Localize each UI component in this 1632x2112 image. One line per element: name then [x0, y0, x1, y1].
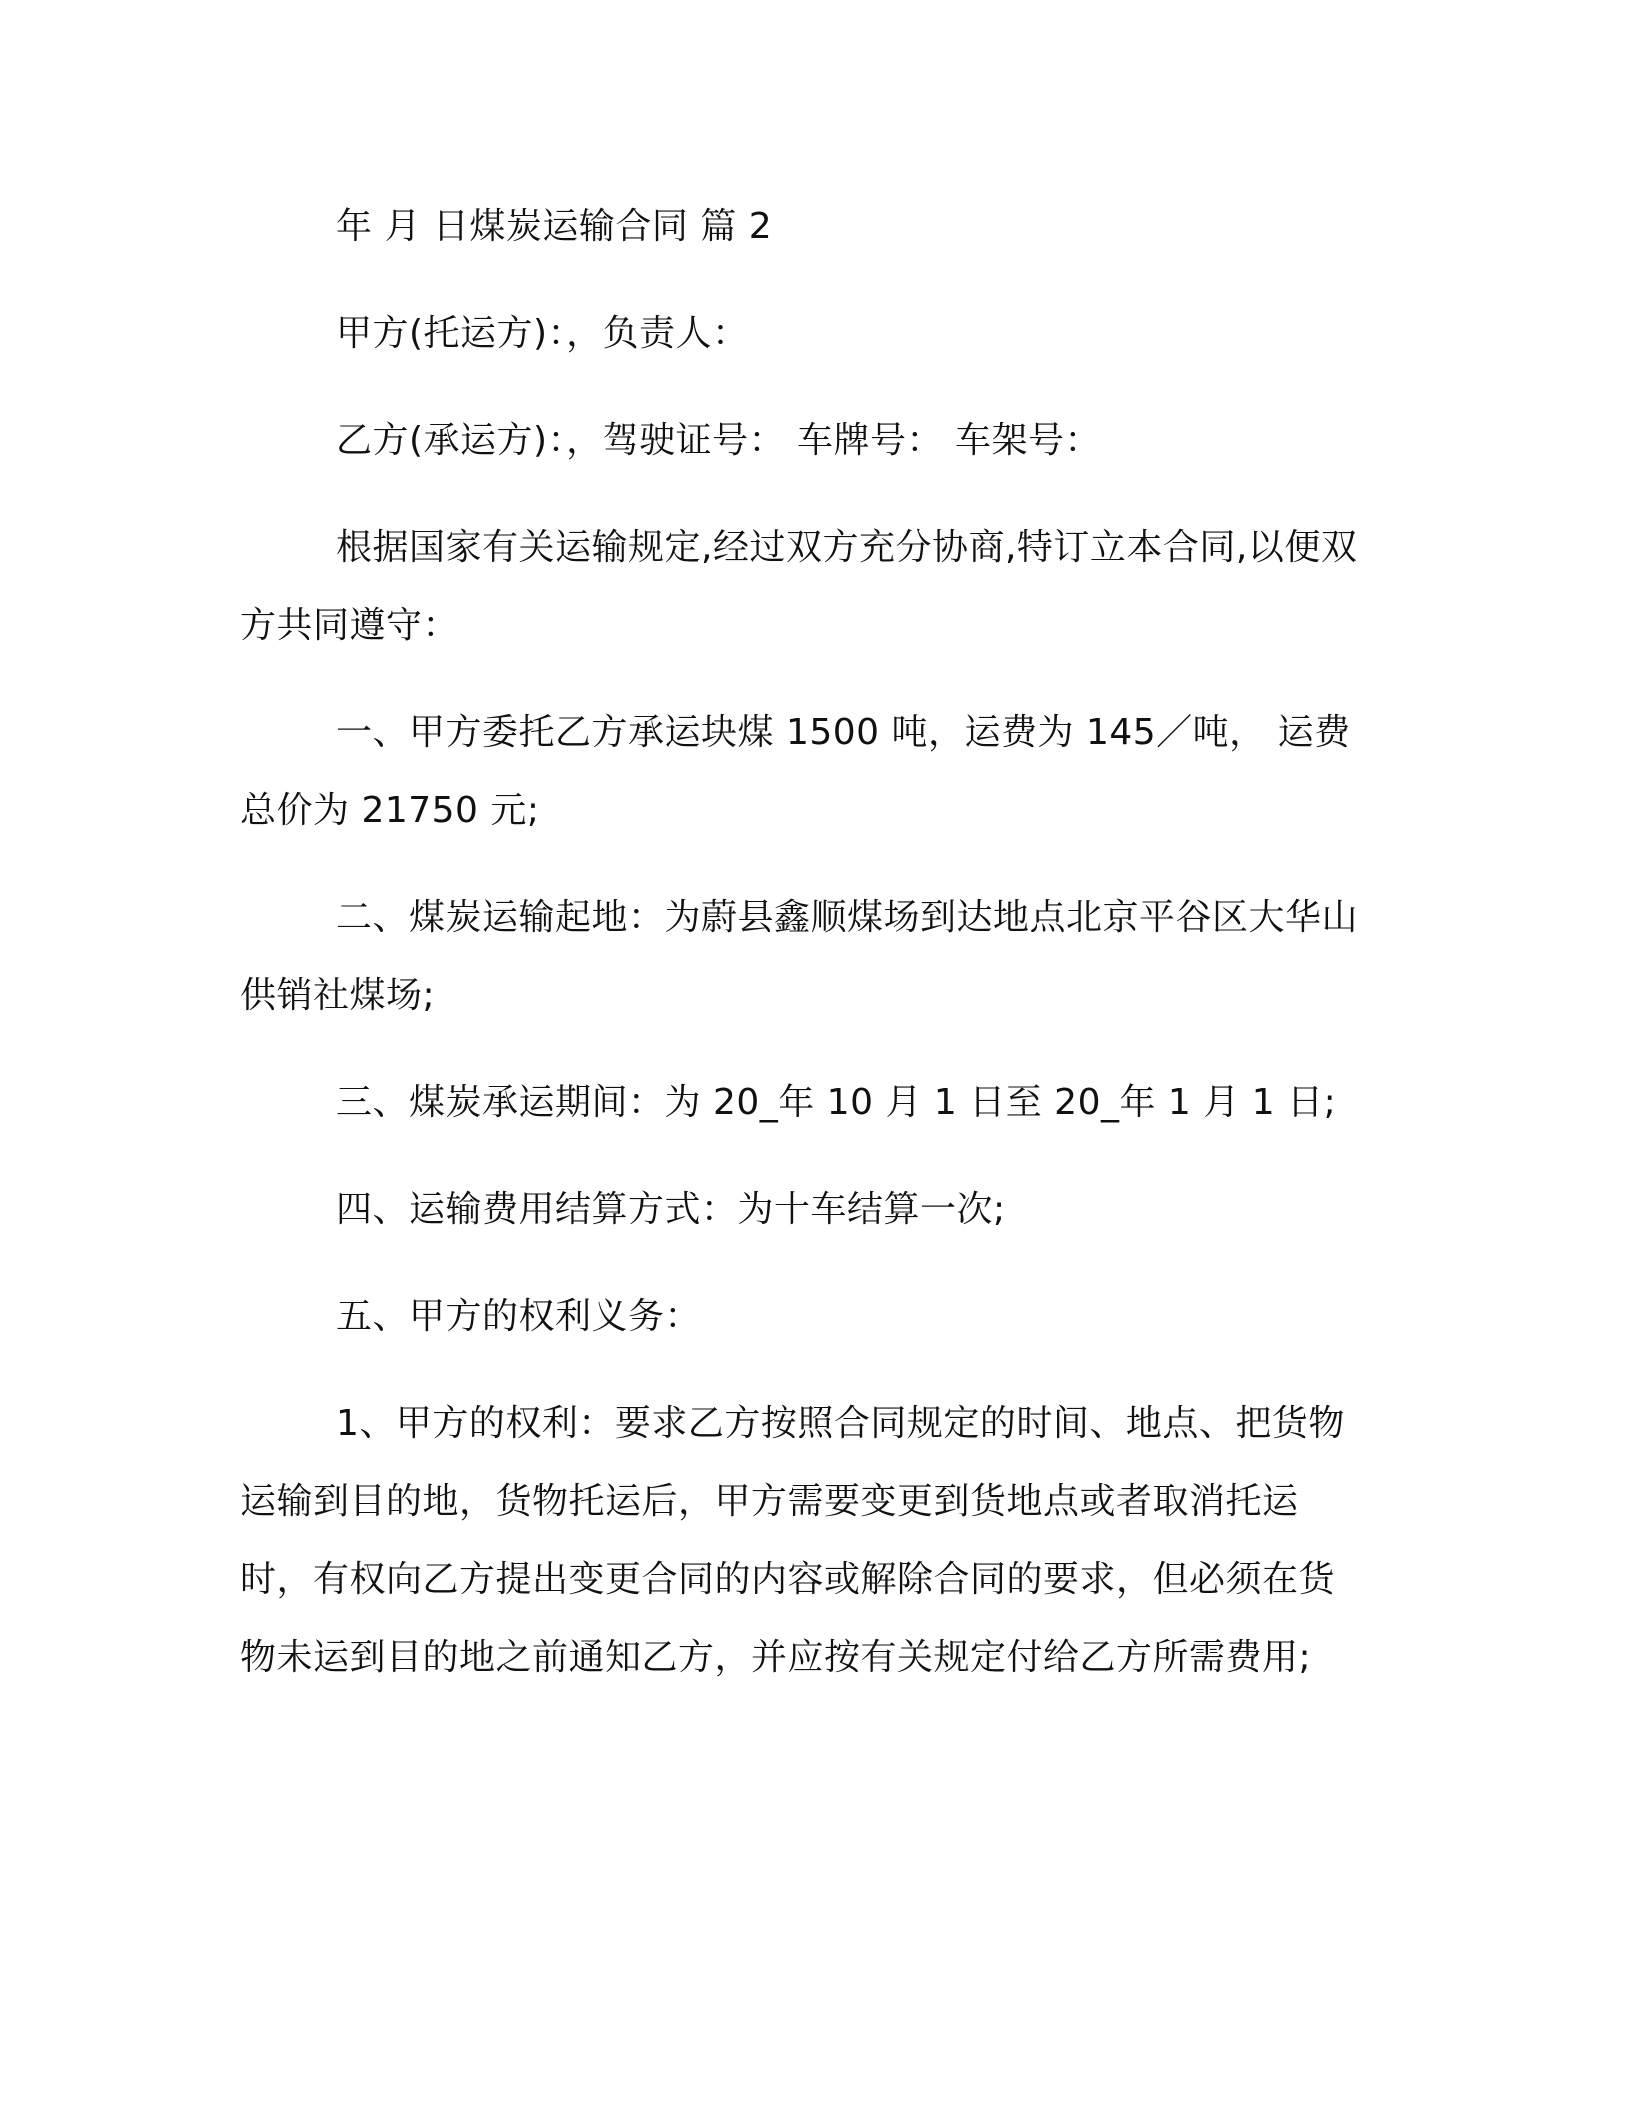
- party-a-line: 甲方(托运方)：，负责人：: [336, 313, 749, 354]
- clause-5-1-paragraph: 1、甲方的权利：要求乙方按照合同规定的时间、地点、把货物运输到目的地，货物托运后，甲方需要变更到货地点或者取消托运时，有权向乙方提出变更合同的内容或解除合同的要求，但必须在货物未运到目的地之前通知乙方，并应按有关规定付给乙方所需费用;: [240, 1403, 1345, 1678]
- clause-5-heading: 五、甲方的权利义务：: [336, 1296, 702, 1337]
- clause-3-paragraph: 三、煤炭承运期间：为 20_年 10 月 1 日至 20_年 1 月 1 日;: [336, 1082, 1337, 1123]
- document-body: [240, 188, 1370, 1726]
- preamble-paragraph: 根据国家有关运输规定,经过双方充分协商,特订立本合同,以便双方共同遵守：: [240, 527, 1358, 646]
- party-b-line: 乙方(承运方)：，驾驶证号： 车牌号： 车架号：: [336, 420, 1101, 461]
- clause-1-paragraph: 一、甲方委托乙方承运块煤 1500 吨，运费为 145／吨， 运费总价为 21750 元;: [240, 712, 1351, 831]
- clause-2-paragraph: 二、煤炭运输起地：为蔚县鑫顺煤场到达地点北京平谷区大华山供销社煤场;: [240, 897, 1359, 1016]
- clause-4-paragraph: 四、运输费用结算方式：为十车结算一次;: [336, 1189, 1006, 1230]
- document-title: 年 月 日煤炭运输合同 篇 2: [336, 206, 773, 247]
